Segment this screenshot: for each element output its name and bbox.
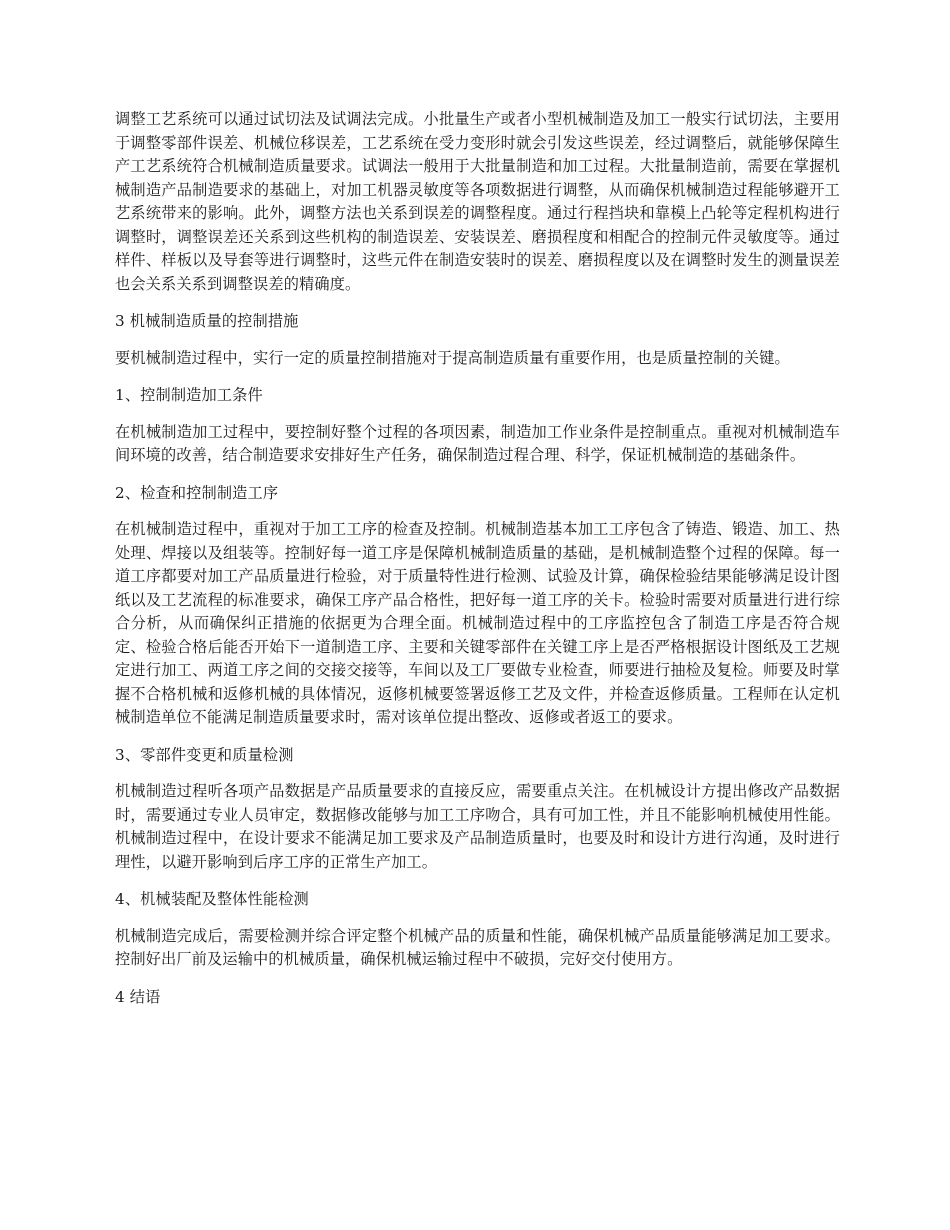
subheading-assembly-testing: 4、机械装配及整体性能检测	[115, 890, 309, 908]
paragraph-processing-conditions: 在机械制造加工过程中，要控制好整个过程的各项因素，制造加工作业条件是控制重点。重视对机械制造车间环境的改善，结合制造要求安排好生产任务，确保制造过程合理、科学，保证机械制造的基础条件。	[115, 422, 840, 464]
section-heading-quality-control: 3 机械制造质量的控制措施	[115, 312, 299, 330]
subheading-parts-change: 3、零部件变更和质量检测	[115, 745, 294, 764]
paragraph-control-intro: 要机械制造过程中，实行一定的质量控制措施对于提高制造质量有重要作用，也是质量控制的关键。	[115, 348, 790, 367]
document-body	[115, 108, 840, 1022]
paragraph-adjustment-methods: 调整工艺系统可以通过试切法及试调法完成。小批量生产或者小型机械制造及加工一般实行试切法，主要用于调整零部件误差、机械位移误差，工艺系统在受力变形时就会引发这些误差，经过调整后，就能够保障生产工艺系统符合机械制造质量要求。试调法一般用于大批量制造和加工过程。大批量制造前，需要在掌握机械制造产品制造要求的基础上，对加工机器灵敏度等各项数据进行调整，从而确保机械制造过程能够避开工艺系统带来的影响。此外，调整方法也关系到误差的调整程度。通过行程挡块和靠模上凸轮等定程机构进行调整时，调整误差还关系到这些机构的制造误差、安装误差、磨损程度和相配合的控制元件灵敏度等。通过样件、样板以及导套等进行调整时，这些元件在制造安装时的误差、磨损程度以及在调整时发生的测量误差也会关系关系到调整误差的精确度。	[115, 110, 840, 293]
subheading-process-inspection: 2、检查和控制制造工序	[115, 483, 279, 502]
section-heading-conclusion: 4 结语	[115, 987, 161, 1006]
paragraph-assembly-testing: 机械制造完成后，需要检测并综合评定整个机械产品的质量和性能，确保机械产品质量能够满足加工要求。控制好出厂前及运输中的机械质量，确保机械运输过程中不破损，完好交付使用方。	[115, 926, 840, 968]
subheading-processing-conditions: 1、控制制造加工条件	[115, 386, 263, 404]
paragraph-parts-change: 机械制造过程听各项产品数据是产品质量要求的直接反应，需要重点关注。在机械设计方提出修改产品数据时，需要通过专业人员审定，数据修改能够与加工工序吻合，具有可加工性，并且不能影响机械使用性能。机械制造过程中，在设计要求不能满足加工要求及产品制造质量时，也要及时和设计方进行沟通，及时进行理性，以避开影响到后序工序的正常生产加工。	[115, 782, 840, 871]
paragraph-process-inspection: 在机械制造过程中，重视对于加工工序的检查及控制。机械制造基本加工工序包含了铸造、锻造、加工、热处理、焊接以及组装等。控制好每一道工序是保障机械制造质量的基础，是机械制造整个过程的保障。每一道工序都要对加工产品质量进行检验，对于质量特性进行检测、试验及计算，确保检验结果能够满足设计图纸以及工艺流程的标准要求，确保工序产品合格性，把好每一道工序的关卡。检验时需要对质量进行进行综合分析，从而确保纠正措施的依据更为合理全面。机械制造过程中的工序监控包含了制造工序是否符合规定、检验合格后能否开始下一道制造工序、主要和关键零部件在关键工序上是否严格根据设计图纸及工艺规定进行加工、两道工序之间的交接交接等，车间以及工厂要做专业检查，师要进行抽检及复检。师要及时掌握不合格机械和返修机械的具体情况，返修机械要签署返修工艺及文件，并检查返修质量。工程师在认定机械制造单位不能满足制造质量要求时，需对该单位提出整改、返修或者返工的要求。	[115, 520, 840, 726]
